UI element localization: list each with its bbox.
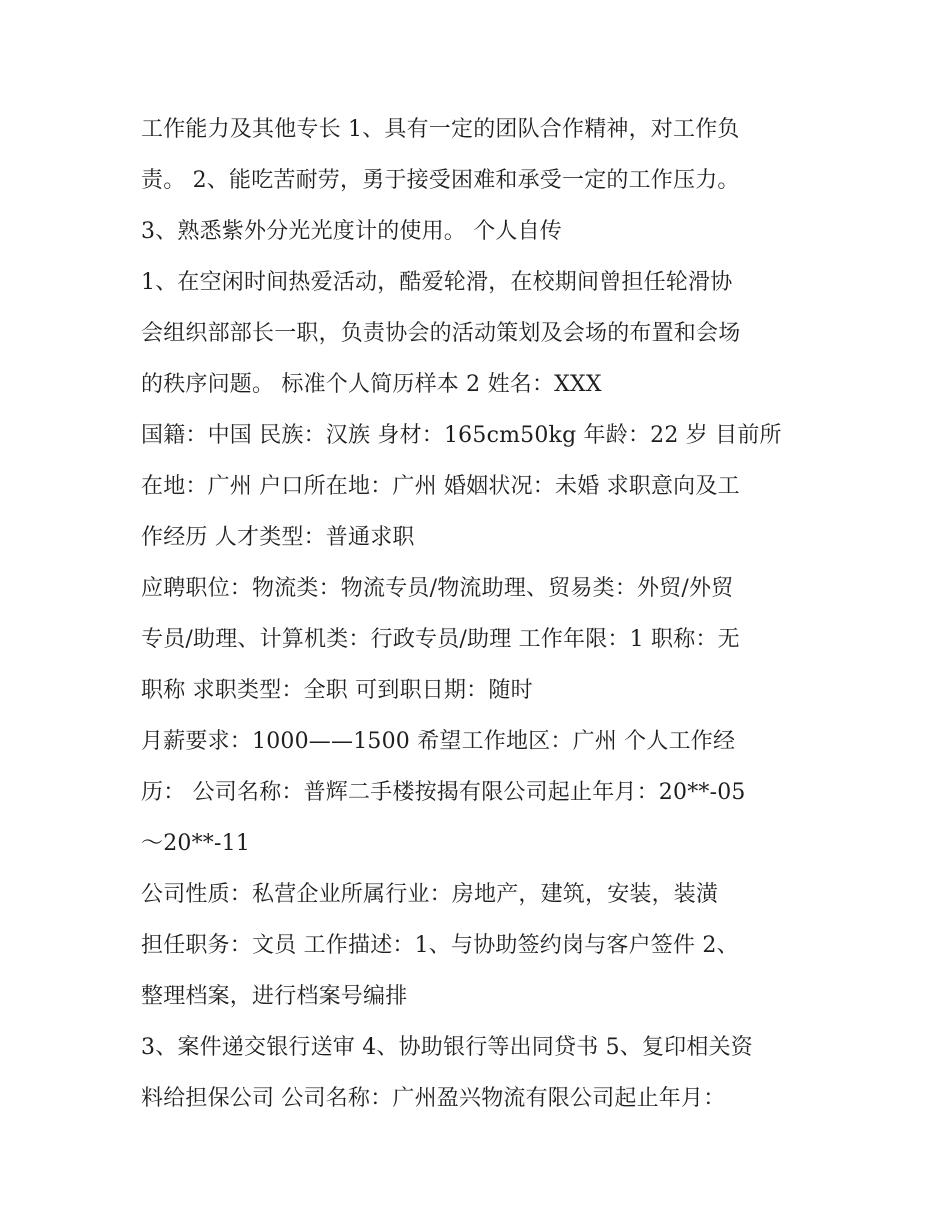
text-line: 整理档案，进行档案号编排: [141, 984, 408, 1009]
text-line: 职称 求职类型：全职 可到职日期：随时: [141, 678, 533, 703]
text-line: 的秩序问题。 标准个人简历样本 2 姓名：XXX: [141, 372, 602, 397]
text-line: 料给担保公司 公司名称：广州盈兴物流有限公司起止年月：: [141, 1086, 726, 1111]
text-line: 应聘职位：物流类：物流专员/物流助理、贸易类：外贸/外贸: [141, 576, 734, 601]
text-line: 在地：广州 户口所在地：广州 婚姻状况：未婚 求职意向及工: [141, 474, 740, 499]
text-line: 国籍：中国 民族：汉族 身材：165cm50kg 年龄：22 岁 目前所: [141, 423, 782, 448]
text-line: 责。 2、能吃苦耐劳，勇于接受困难和承受一定的工作压力。: [141, 168, 740, 193]
text-line: 会组织部部长一职，负责协会的活动策划及会场的布置和会场: [141, 321, 741, 346]
text-line: ～20**-11: [141, 831, 251, 856]
text-line: 月薪要求：1000——1500 希望工作地区：广州 个人工作经: [141, 729, 736, 754]
text-line: 1、在空闲时间热爱活动，酷爱轮滑，在校期间曾担任轮滑协: [141, 270, 733, 295]
text-line: 公司性质：私营企业所属行业：房地产，建筑，安装，装潢: [141, 882, 719, 907]
text-line: 专员/助理、计算机类：行政专员/助理 工作年限：1 职称：无: [141, 627, 740, 652]
text-line: 工作能力及其他专长 1、具有一定的团队合作精神，对工作负: [141, 117, 740, 142]
text-line: 3、案件递交银行送审 4、协助银行等出同贷书 5、复印相关资: [141, 1035, 753, 1060]
text-line: 3、熟悉紫外分光光度计的使用。 个人自传: [141, 219, 562, 244]
text-line: 作经历 人才类型：普通求职: [141, 525, 415, 550]
text-line: 历： 公司名称：普辉二手楼按揭有限公司起止年月：20**-05: [141, 780, 746, 805]
document-body: [141, 104, 841, 1124]
text-line: 担任职务：文员 工作描述：1、与协助签约岗与客户签件 2、: [141, 933, 739, 958]
